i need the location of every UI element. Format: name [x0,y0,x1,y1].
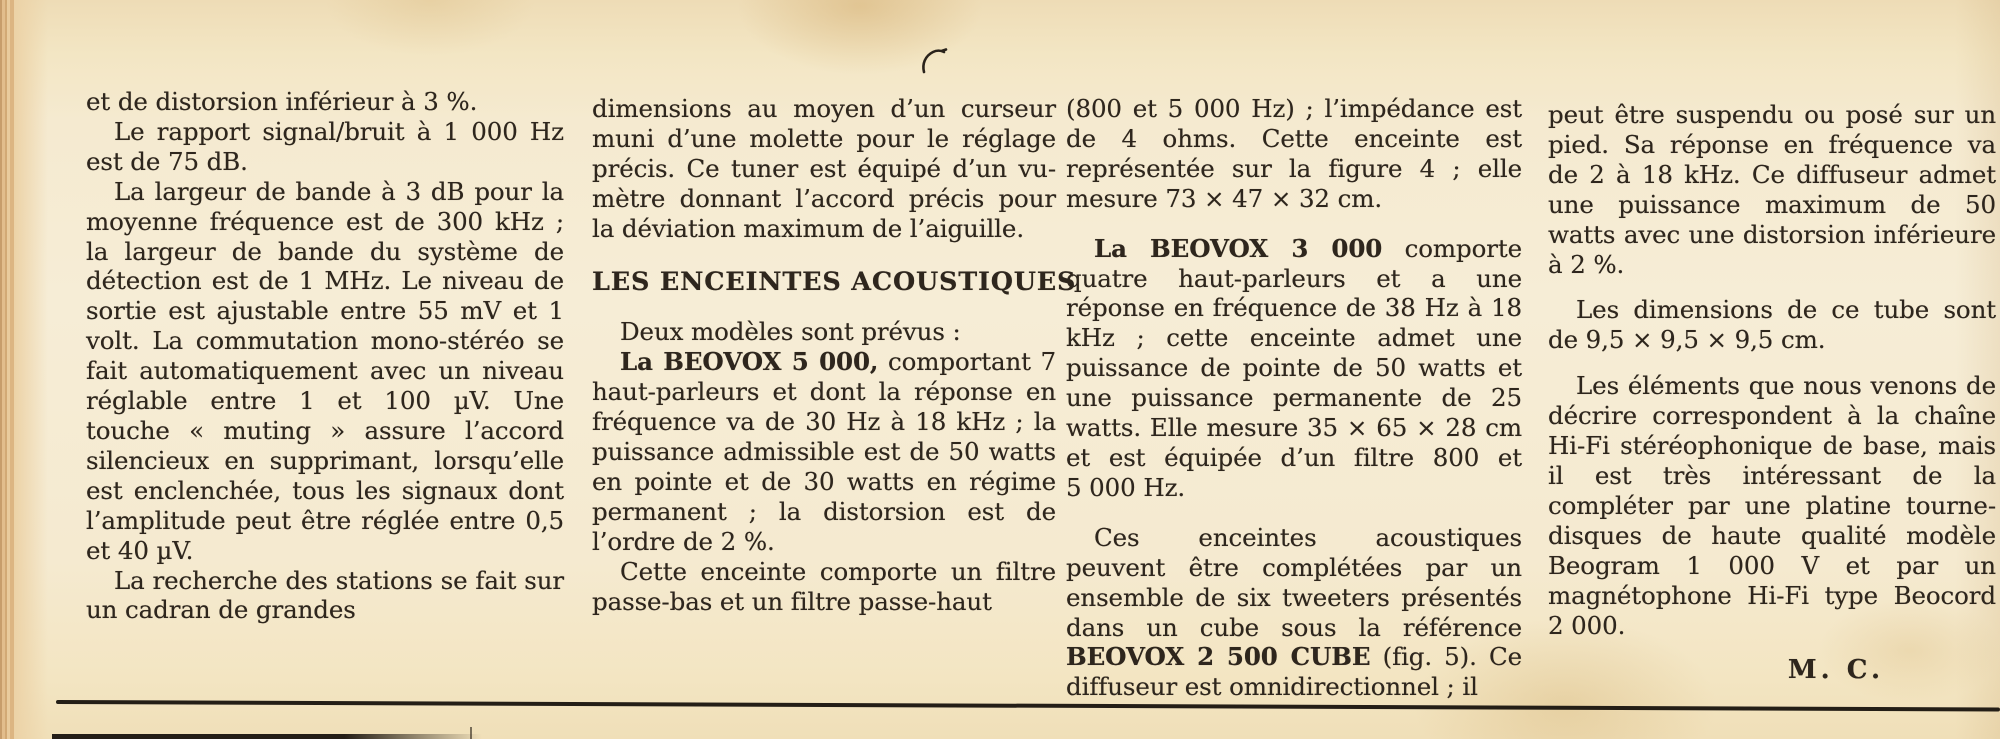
product-name: BEOVOX 2 500 CUBE [1066,642,1371,672]
paragraph: dimensions au moyen d’un curseur muni d’une molette pour le réglage précis. Ce tuner est équipé d’un vu-mètre donnant l’accord précis pour la déviation maximum de l’aiguille. [592,94,1056,243]
author-signature: M. C. [1787,655,1884,686]
paragraph [1066,523,1522,702]
product-name: La BEOVOX 3 000 [1094,233,1383,263]
paragraph: peut être suspendu ou posé sur un pied. Sa réponse en fréquence va de 2 à 18 kHz. Ce diffuseur admet une puissance maximum de 50 watts avec une distorsion inférieure à 2 %. [1548,100,1996,279]
paragraph [1066,234,1522,503]
product-name: La BEOVOX 5 000, [620,347,879,377]
text-column-1 [86,87,564,625]
paragraph-text: (fig. 5). Ce diffuseur est omnidirectionnel ; il [1066,642,1522,702]
footer-rule [56,700,2000,711]
page-binding-edge [0,0,14,739]
paragraph-text: comporte quatre haut-parleurs et a une réponse en fréquence de 38 Hz à 18 kHz ; cette enceinte admet une puissance de pointe de 50 watts et une puissance permanente de 25 watts. Elle mesure 35 × 65 × 28 cm et est équipée d’un filtre 800 et 5 000 Hz. [1066,233,1522,502]
paragraph: Cette enceinte comporte un filtre passe-bas et un filtre passe-haut [592,556,1056,616]
text-column-4 [1548,100,1996,686]
section-heading: LES ENCEINTES ACOUSTIQUES [592,266,1077,297]
paragraph: Les éléments que nous venons de décrire correspondent à la chaîne Hi-Fi stéréophonique de base, mais il est très intéressant de la compléter par une platine tourne-disques de haute qualité modèle Beogram 1 000 V et par un magnétophone Hi-Fi type Beocord 2 000. [1548,371,1996,640]
paragraph: et de distorsion inférieur à 3 %. [86,87,478,116]
paragraph: La largeur de bande à 3 dB pour la moyenne fréquence est de 300 kHz ; la largeur de bande du système de détection est de 1 MHz. Le niveau de sortie est ajustable entre 55 mV et 1 volt. La commutation mono-stéréo se fait automatiquement avec un niveau réglable entre 1 et 100 µV. Une touche « muting » assure l’accord silencieux en supprimant, lorsqu’elle est enclenchée, tous les signaux dont l’amplitude peut être réglée entre 0,5 et 40 µV. [86,176,564,565]
paragraph-text: comportant 7 haut-parleurs et dont la réponse en fréquence va de 30 Hz à 18 kHz ; la puissance admissible est de 50 watts en pointe et de 30 watts en régime permanent ; la distorsion est de l’ordre de 2 %. [592,347,1056,556]
paragraph [592,347,1056,556]
paragraph-text: Ces enceintes acoustiques peuvent être complétées par un ensemble de six tweeters présentés dans un cube sous la référence [1066,522,1522,642]
text-column-2 [592,94,1077,617]
paragraph: Deux modèles sont prévus : [620,317,961,347]
paragraph: Les dimensions de ce tube sont de 9,5 × 9,5 × 9,5 cm. [1548,295,1996,355]
ink-squiggle-mark [916,42,950,78]
page-edge-shadow [14,0,48,739]
paragraph: Le rapport signal/bruit à 1 000 Hz est de 75 dB. [86,116,564,176]
paragraph: La recherche des stations se fait sur un cadran de grandes [86,565,564,625]
text-column-3 [1066,94,1522,702]
bottom-edge-rule [52,734,482,739]
bottom-edge-tick [470,727,472,739]
paragraph: (800 et 5 000 Hz) ; l’impédance est de 4 ohms. Cette enceinte est représentée sur la figure 4 ; elle mesure 73 × 47 × 32 cm. [1066,94,1522,213]
